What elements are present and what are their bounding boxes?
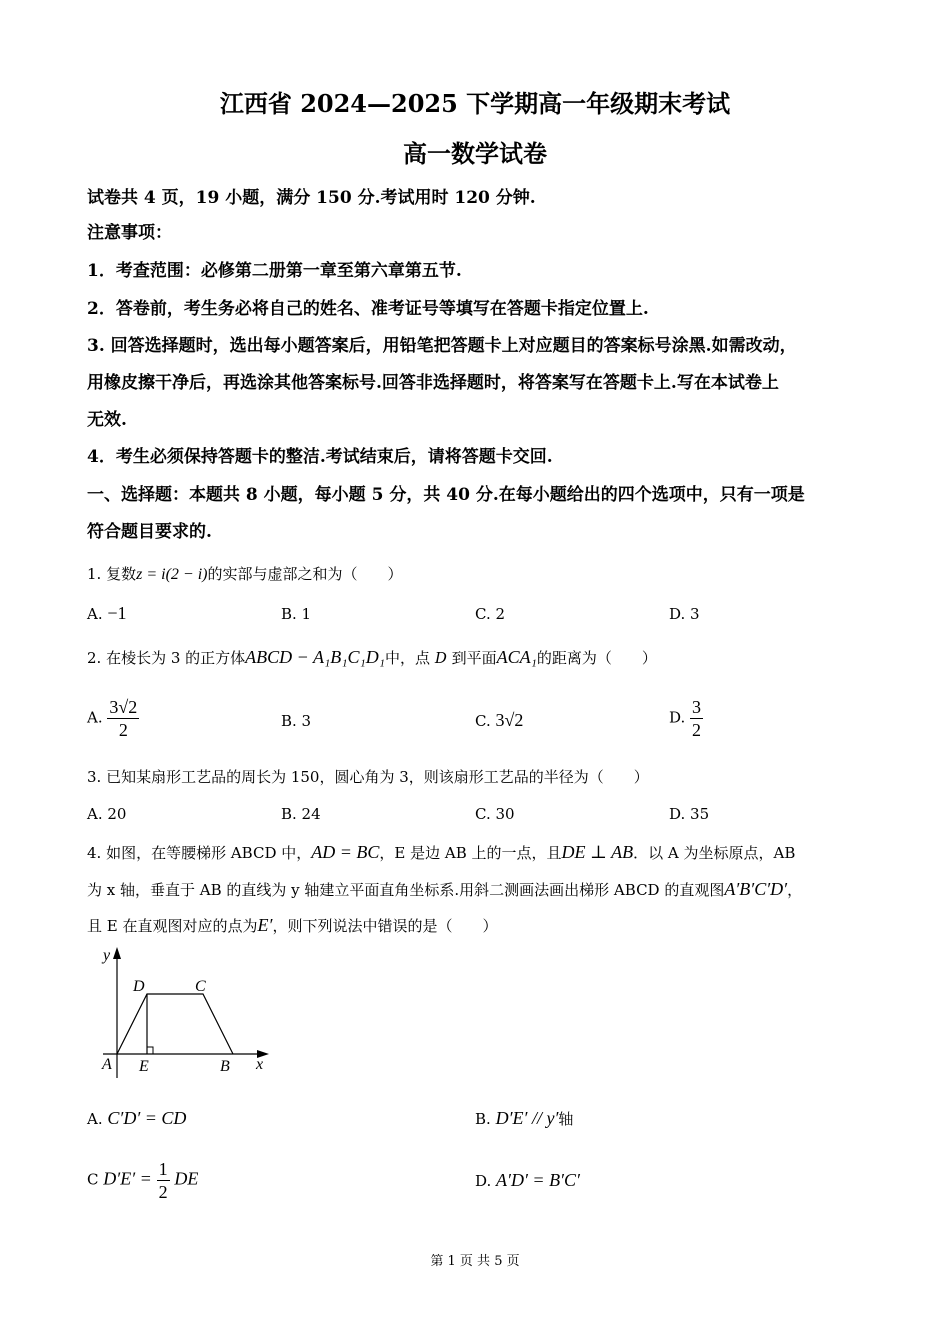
q4-l1-b: ，E 是边 AB 上的一点，且 <box>379 844 562 862</box>
q4-l3-a: 且 E 在直观图对应的点为 <box>87 917 258 935</box>
question-3: 3. 已知某扇形工艺品的周长为 150，圆心角为 3，则该扇形工艺品的半径为（ ） <box>87 768 649 786</box>
q3-option-c[interactable]: C. 30 <box>475 805 515 823</box>
question-2-mid: 中，点 <box>385 649 431 667</box>
q4-l1-a: 4. 如图，在等腰梯形 ABCD 中， <box>87 844 312 862</box>
exam-subtitle: 高一数学试卷 <box>403 139 547 168</box>
label-b: B <box>220 1058 230 1075</box>
q2-option-d-numerator: 3 <box>692 697 702 717</box>
q4-option-b-suffix: 轴 <box>558 1110 574 1128</box>
q4-option-b[interactable] <box>475 1108 573 1129</box>
notice-item-3-line-2: 用橡皮擦干净后，再选涂其他答案标号.回答非选择题时，将答案写在答题卡上.写在本试卷上 <box>87 373 779 393</box>
y-axis-arrow <box>113 947 121 959</box>
q4-eq-e-prime: E′ <box>257 915 273 935</box>
question-2-suffix: 的距离为（ ） <box>536 649 657 667</box>
q2-option-b[interactable]: B. 3 <box>281 712 312 730</box>
question-2-cube: ABCD − A₁B₁C₁D₁ <box>245 647 386 667</box>
q4-option-b-label: B. <box>475 1110 491 1128</box>
notice-item-2: 2．答卷前，考生务必将自己的姓名、准考证号等填写在答题卡指定位置上. <box>87 299 649 319</box>
q4-option-c-numerator: 1 <box>158 1159 168 1179</box>
question-2 <box>87 647 657 668</box>
q4-option-c-label: C <box>87 1170 99 1189</box>
q2-option-c-value: 3√2 <box>495 710 524 730</box>
label-d: D <box>133 978 145 995</box>
question-2-plane: ACA₁ <box>496 647 537 667</box>
q4-option-a-label: A. <box>87 1110 103 1128</box>
label-e: E <box>139 1058 149 1075</box>
question-1 <box>87 563 402 584</box>
q2-option-a-label: A. <box>87 708 103 727</box>
trapezoid-outline <box>117 994 233 1054</box>
section-heading-line-1: 一、选择题：本题共 8 小题，每小题 5 分，共 40 分.在每小题给出的四个选项中，只有一项是 <box>87 485 805 505</box>
notice-item-1: 1．考查范围：必修第二册第一章至第六章第五节. <box>87 261 462 281</box>
question-4-line-2 <box>87 879 802 900</box>
q4-l1-c: ．以 A 为坐标原点，AB <box>633 844 796 862</box>
question-2-prefix: 2. 在棱长为 3 的正方体 <box>87 649 246 667</box>
page-footer: 第 1 页 共 5 页 <box>430 1254 520 1269</box>
notice-item-3-line-3: 无效. <box>87 410 127 430</box>
q2-option-d-label: D. <box>669 708 686 727</box>
q1-option-d[interactable]: D. 3 <box>669 605 700 623</box>
q4-option-c-fraction <box>157 1158 170 1203</box>
q4-l2-b: ， <box>787 881 803 899</box>
q4-option-c-denominator: 2 <box>158 1182 168 1202</box>
q4-l3-b: ，则下列说法中错误的是（ ） <box>272 917 498 935</box>
q4-option-d[interactable] <box>475 1170 580 1191</box>
q4-option-a[interactable] <box>87 1108 186 1129</box>
label-c: C <box>195 978 206 995</box>
q2-option-d-fraction <box>690 696 703 741</box>
q4-eq-abcd-prime: A′B′C′D′ <box>724 879 788 899</box>
q4-eq-ad-bc: AD = BC <box>311 842 380 862</box>
label-y: y <box>103 947 111 964</box>
q2-option-d-denominator: 2 <box>692 720 702 740</box>
q4-option-d-formula: A′D′ = B′C′ <box>496 1170 580 1190</box>
q4-option-d-label: D. <box>475 1172 492 1190</box>
q3-option-a[interactable]: A. 20 <box>87 805 127 823</box>
q4-l2-a: 为 x 轴，垂直于 AB 的直线为 y 轴建立平面直角坐标系.用斜二测画法画出梯形 ABCD 的直观图 <box>87 881 725 899</box>
q4-option-c[interactable] <box>87 1158 198 1203</box>
q4-option-c-rhs: DE <box>174 1168 199 1189</box>
q2-option-d[interactable] <box>669 696 703 741</box>
label-a: A <box>102 1056 112 1073</box>
notice-item-3-line-1: 3. 回答选择题时，选出每小题答案后，用铅笔把答题卡上对应题目的答案标号涂黑.如需改动， <box>87 336 797 356</box>
q2-option-a-denominator: 2 <box>118 720 128 740</box>
question-1-formula: z = i(2 − i) <box>136 566 208 583</box>
q2-option-a-fraction <box>107 696 139 741</box>
q1-option-a[interactable] <box>87 603 127 624</box>
q4-option-c-lhs: D′E′ = <box>103 1168 152 1189</box>
q1-option-a-value: −1 <box>107 603 127 623</box>
notice-heading: 注意事项： <box>87 223 172 243</box>
q4-eq-de-perp-ab: DE ⊥ AB <box>561 842 634 862</box>
q2-option-a-numerator: 3√2 <box>109 697 138 717</box>
question-1-suffix: 的实部与虚部之和为（ ） <box>207 565 403 583</box>
trapezoid-figure <box>95 943 285 1078</box>
exam-title: 江西省 2024—2025 下学期高一年级期末考试 <box>219 89 731 118</box>
exam-info: 试卷共 4 页，19 小题，满分 150 分.考试用时 120 分钟. <box>87 188 536 208</box>
q2-option-a[interactable] <box>87 696 139 741</box>
notice-item-4: 4．考生必须保持答题卡的整洁.考试结束后，请将答题卡交回. <box>87 447 553 467</box>
q3-option-b[interactable]: B. 24 <box>281 805 321 823</box>
question-1-prefix: 1. 复数 <box>87 565 137 583</box>
question-2-mid2: 到平面 <box>451 649 497 667</box>
q1-option-b[interactable]: B. 1 <box>281 605 312 623</box>
q4-option-a-formula: C′D′ = CD <box>107 1108 187 1128</box>
question-2-point: D <box>434 649 447 667</box>
q2-option-c-label: C. <box>475 712 491 730</box>
right-angle-mark <box>147 1047 153 1054</box>
q1-option-a-label: A. <box>87 605 103 623</box>
label-x: x <box>256 1056 264 1073</box>
q1-option-c[interactable]: C. 2 <box>475 605 506 623</box>
section-heading-line-2: 符合题目要求的. <box>87 522 212 542</box>
q3-option-d[interactable]: D. 35 <box>669 805 710 823</box>
question-4-line-1 <box>87 842 795 863</box>
question-4-line-3 <box>87 915 497 936</box>
q4-option-b-formula: D′E′ // y′ <box>495 1108 559 1128</box>
q2-option-c[interactable] <box>475 710 523 731</box>
